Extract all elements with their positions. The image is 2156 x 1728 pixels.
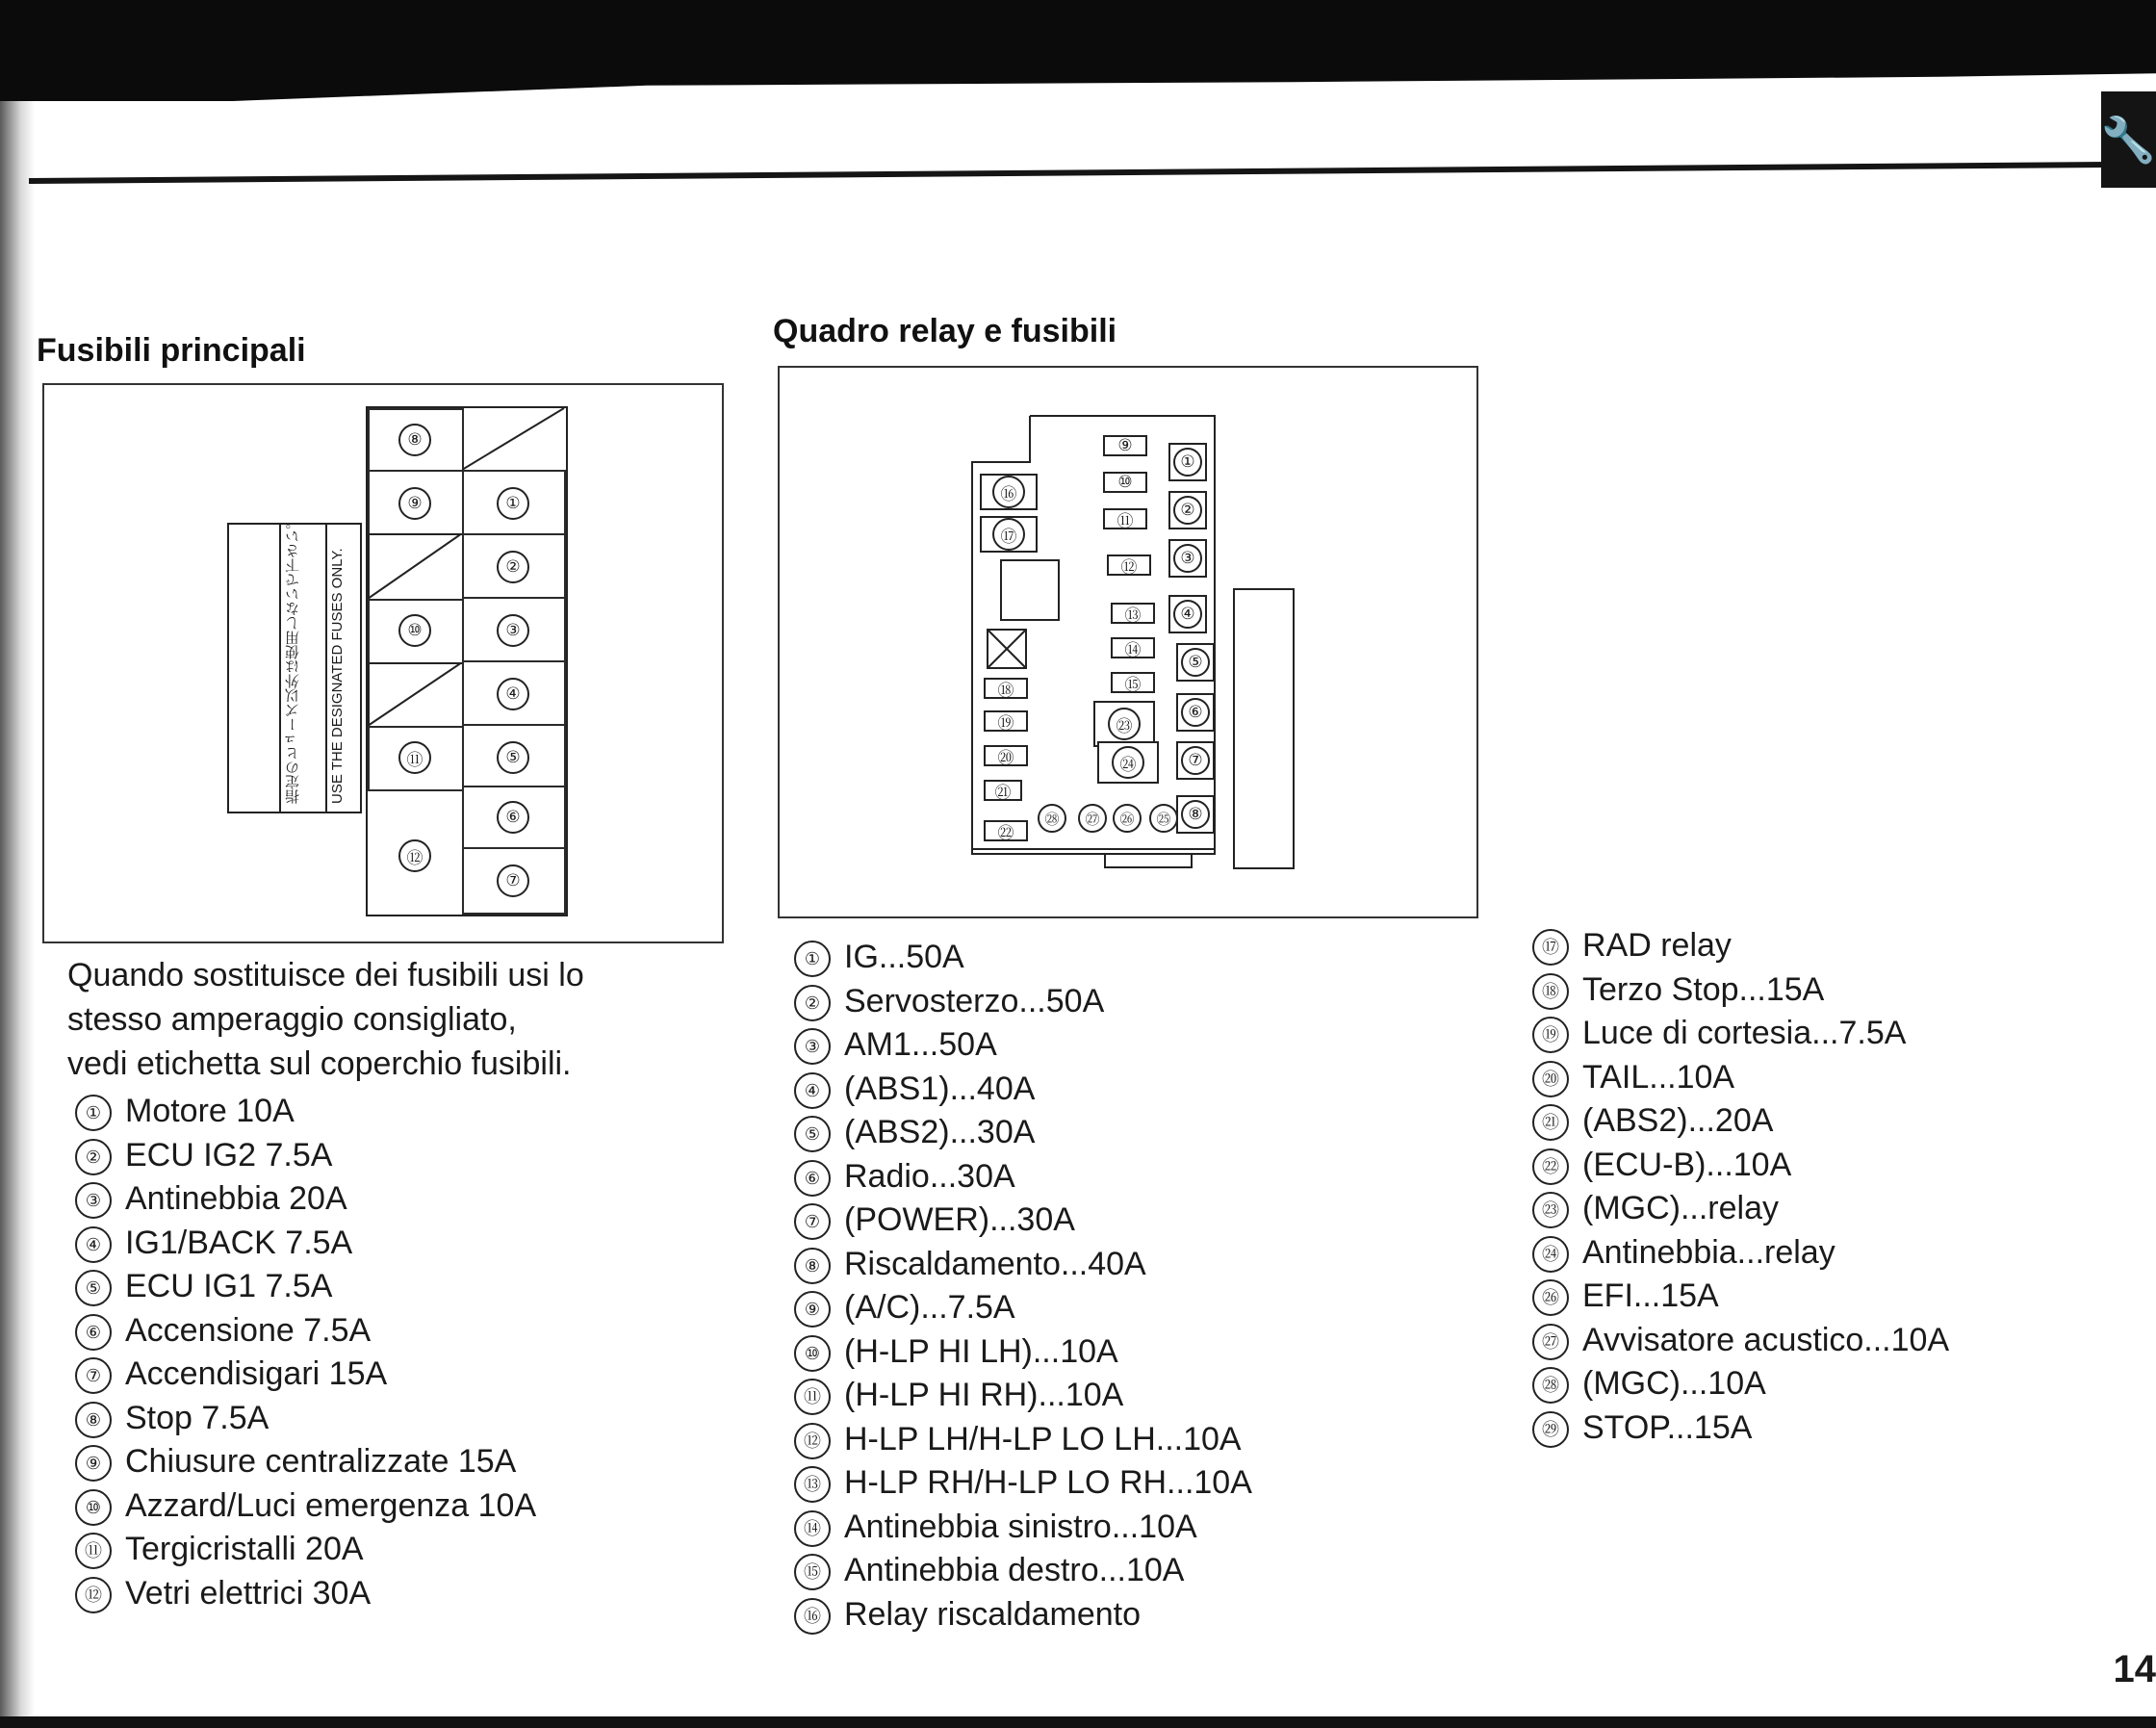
fuse-6: ⑥ [1181, 698, 1210, 727]
fuse-12: ⑫ [1107, 555, 1151, 576]
fuse-15: ⑮ [1111, 672, 1155, 693]
fuse-7: ⑦ [1181, 746, 1210, 775]
fuse-warning-label-en: USE THE DESIGNATED FUSES ONLY. [329, 548, 346, 804]
fuse-11: ⑪ [398, 741, 431, 774]
fuse-20: ⑳ [984, 745, 1028, 766]
section-title-quadro-relay: Quadro relay e fusibili [773, 313, 1117, 349]
list-item: ㉔ Antinebbia...relay [1532, 1231, 1949, 1276]
intro-line: vedi etichetta sul coperchio fusibili. [67, 1045, 572, 1082]
fuse-12: ⑫ [398, 839, 431, 872]
list-item: ⑦ (POWER)...30A [794, 1199, 1252, 1243]
fuse-18: ⑱ [984, 678, 1028, 699]
list-item: ⑩ (H-LP HI LH)...10A [794, 1330, 1252, 1375]
fuse-warning-label [227, 515, 362, 813]
fuse-2: ② [1173, 496, 1202, 525]
fuse-25: ㉕ [1149, 804, 1178, 833]
list-item: ㉒ (ECU-B)...10A [1532, 1144, 1949, 1188]
list-item: ③ Antinebbia 20A [75, 1177, 536, 1222]
fuse-8: ⑧ [1181, 800, 1210, 829]
relay-fuse-list-2 [1532, 924, 1949, 1450]
wrench-icon: 🔧 [2101, 91, 2156, 188]
fuse-9: ⑨ [1103, 435, 1147, 456]
relay-23-label: ㉓ [1108, 708, 1141, 740]
list-item: ④ IG1/BACK 7.5A [75, 1222, 536, 1266]
fuse-22: ㉒ [984, 820, 1028, 841]
fuse-1: ① [1173, 448, 1202, 477]
list-item: ⑳ TAIL...10A [1532, 1056, 1949, 1100]
list-item: ⑦ Accendisigari 15A [75, 1353, 536, 1397]
fuse-26: ㉖ [1113, 804, 1142, 833]
list-item: ⑬ H-LP RH/H-LP LO RH...10A [794, 1461, 1252, 1506]
fuse-13: ⑬ [1111, 603, 1155, 624]
list-item: ① Motore 10A [75, 1090, 536, 1134]
fuse-4: ④ [1173, 600, 1202, 629]
empty-slot-diagonal [462, 408, 566, 472]
fuse-5: ⑤ [1181, 648, 1210, 677]
binding-shadow [0, 101, 35, 1728]
intro-paragraph [67, 953, 584, 1086]
list-item: ⑲ Luce di cortesia...7.5A [1532, 1012, 1949, 1056]
fuse-9: ⑨ [398, 487, 431, 520]
section-title-fusibili-principali: Fusibili principali [37, 332, 306, 369]
list-item: ① IG...50A [794, 936, 1252, 980]
empty-slot-diagonal [368, 662, 464, 728]
fuse-4: ④ [497, 678, 529, 710]
header-rule [29, 162, 2156, 184]
list-item: ⑪ Tergicristalli 20A [75, 1528, 536, 1572]
list-item: ⑭ Antinebbia sinistro...10A [794, 1506, 1252, 1550]
list-item: ② Servosterzo...50A [794, 980, 1252, 1024]
list-item: ⑤ (ABS2)...30A [794, 1111, 1252, 1155]
list-item: ⑤ ECU IG1 7.5A [75, 1265, 536, 1309]
main-fuse-diagram [42, 383, 724, 943]
fuse-21: ㉑ [984, 780, 1022, 801]
list-item: ㉗ Avvisatore acustico...10A [1532, 1319, 1949, 1363]
relay-17-label: ⑰ [992, 518, 1025, 551]
list-item: ⑫ Vetri elettrici 30A [75, 1572, 536, 1616]
fuse-28: ㉘ [1038, 804, 1066, 833]
fuse-11: ⑪ [1103, 508, 1147, 529]
relay-box-diagram [778, 366, 1478, 918]
fuse-10: ⑩ [1103, 472, 1147, 493]
list-item: ⑯ Relay riscaldamento [794, 1593, 1252, 1638]
list-item: ⑱ Terzo Stop...15A [1532, 968, 1949, 1013]
intro-line: stesso amperaggio consigliato, [67, 1001, 517, 1038]
fuse-2: ② [497, 551, 529, 583]
fuse-19: ⑲ [984, 710, 1028, 732]
list-item: ⑩ Azzard/Luci emergenza 10A [75, 1484, 536, 1529]
relay-fuse-list-1 [794, 936, 1252, 1637]
fuse-warning-label-jp: 指定のヒューズ以外は使用しないで下さい。 [285, 515, 301, 804]
fuse-6: ⑥ [497, 801, 529, 834]
list-item: ⑥ Radio...30A [794, 1155, 1252, 1199]
fuse-3: ③ [497, 614, 529, 647]
relay-16-label: ⑯ [992, 476, 1025, 508]
empty-slot-diagonal [368, 533, 464, 601]
fuse-14: ⑭ [1111, 637, 1155, 658]
fuse-3: ③ [1173, 544, 1202, 573]
list-item: ㉑ (ABS2)...20A [1532, 1099, 1949, 1144]
list-item: ⑧ Stop 7.5A [75, 1397, 536, 1441]
fuse-10: ⑩ [398, 614, 431, 647]
list-item: ⑨ (A/C)...7.5A [794, 1286, 1252, 1330]
list-item: ⑥ Accensione 7.5A [75, 1309, 536, 1354]
fuse-27: ㉗ [1078, 804, 1107, 833]
list-item: ② ECU IG2 7.5A [75, 1134, 536, 1178]
list-item: ⑨ Chiusure centralizzate 15A [75, 1440, 536, 1484]
list-item: ④ (ABS1)...40A [794, 1068, 1252, 1112]
fuse-7: ⑦ [497, 864, 529, 897]
list-item: ⑮ Antinebbia destro...10A [794, 1549, 1252, 1593]
list-item: ㉓ (MGC)...relay [1532, 1187, 1949, 1231]
page-number: 14 [2113, 1648, 2156, 1690]
relay-24-label: ㉔ [1112, 746, 1144, 779]
scan-border-bottom [0, 1716, 2156, 1728]
intro-line: Quando sostituisce dei fusibili usi lo [67, 957, 584, 993]
main-fuse-list [75, 1090, 536, 1615]
list-item: ㉙ STOP...15A [1532, 1406, 1949, 1451]
list-item: ㉘ (MGC)...10A [1532, 1362, 1949, 1406]
list-item: ㉖ EFI...15A [1532, 1275, 1949, 1319]
fuse-1: ① [497, 487, 529, 520]
fuse-8: ⑧ [398, 424, 431, 456]
list-item: ⑰ RAD relay [1532, 924, 1949, 968]
fuse-block [366, 406, 568, 916]
fuse-5: ⑤ [497, 741, 529, 774]
list-item: ③ AM1...50A [794, 1023, 1252, 1068]
list-item: ⑪ (H-LP HI RH)...10A [794, 1374, 1252, 1418]
list-item: ⑫ H-LP LH/H-LP LO LH...10A [794, 1418, 1252, 1462]
list-item: ⑧ Riscaldamento...40A [794, 1243, 1252, 1287]
